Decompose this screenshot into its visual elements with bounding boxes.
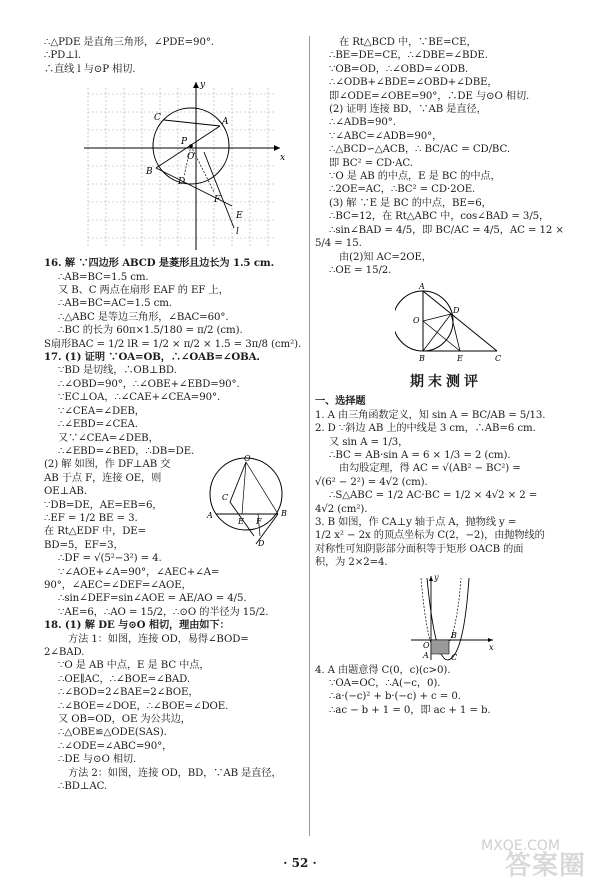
fig1-label-y: y	[200, 80, 206, 91]
text-line: 又∵∠CEA=∠DEB，	[58, 432, 159, 444]
text-line: (3) 解 ∵E 是 BC 的中点，BE=6，	[329, 197, 492, 209]
left-column	[44, 36, 302, 793]
parabola-figure	[407, 572, 497, 662]
fig4-label-x: x	[489, 642, 494, 652]
text-line: ∴△PDE 是直角三角形，∠PDE=90°.	[44, 37, 214, 48]
text-line: 90°，∠AEC=∠DEF=∠AOE，	[44, 579, 192, 591]
circle-triangle-figure	[395, 281, 507, 365]
fig1-label-l: l	[236, 227, 239, 238]
fig1-label-D: D	[178, 177, 186, 188]
left-lines-a	[44, 36, 302, 76]
fig4-label-A: A	[423, 650, 429, 660]
text-line: 由勾股定理，得 AC = √(AB² − BC²) =	[339, 463, 521, 475]
text-line: S扇形BAC = 1/2 lR = 1/2 × π/2 × 1.5 = 3π/8 (cm²).	[44, 338, 302, 350]
fig3-label-E: E	[457, 354, 463, 364]
text-line: ∴BC = AB·sin A = 6 × 1/3 = 2 (cm).	[329, 449, 511, 461]
text-line: ∵O 是 AB 中点，E 是 BC 中点，	[58, 660, 210, 672]
text-line: √(6² − 2²) = 4√2 (cm).	[315, 476, 428, 488]
page-number: · 52 ·	[283, 856, 317, 870]
text-line: 4√2 (cm²).	[315, 503, 368, 515]
text-line: ∴△OBE≌△ODE(SAS).	[58, 727, 167, 739]
fig4-label-B: B	[451, 630, 457, 640]
text-line: ∵∠ABC=∠ADB=90°，	[329, 130, 443, 142]
text-line: ∴△BCD∽△ACB，∴ BC/AC = CD/BC.	[329, 144, 510, 156]
fig3-label-B: B	[419, 354, 425, 364]
fig4-label-C: C	[451, 652, 458, 662]
watermark-sub: MXQE.COM	[481, 838, 560, 854]
fig4-label-y: y	[434, 572, 439, 582]
text-line: ∴OE∥AC，∴∠BOE=∠BAD.	[58, 673, 190, 685]
text-line: ∴∠OBD=90°，∴∠OBE+∠EBD=90°.	[58, 378, 240, 390]
right-column	[315, 36, 577, 717]
text-line: 又 sin A = 1/3，	[329, 436, 409, 448]
fig2-label-E: E	[238, 517, 244, 527]
text-line: ∴PD⊥l.	[44, 50, 81, 62]
text-line: ∴∠EBD=∠BED，∴DB=DE.	[58, 445, 195, 457]
fig3-label-D: D	[453, 306, 460, 316]
text-line: ∴AB=BC=AC=1.5 cm.	[58, 298, 172, 310]
text-line: ∴BC 的长为 60π×1.5/180 = π/2 (cm).	[58, 325, 243, 337]
fig2-label-C: C	[222, 493, 229, 503]
fig4-label-O: O	[423, 640, 430, 650]
text-line: ∴BD⊥AC.	[58, 781, 108, 793]
text-line: 16. 解 ∵四边形 ABCD 是菱形且边长为 1.5 cm.	[44, 257, 275, 270]
text-line: 由(2)知 AC=2OE，	[339, 251, 432, 263]
fig2-label-B: B	[281, 509, 287, 519]
text-line: ∵∠CEA=∠DEB，	[58, 405, 145, 417]
text-line: ∴△ABC 是等边三角形，∠BAC=60°.	[58, 311, 229, 323]
text-line: BD=5，EF=3，	[44, 539, 124, 551]
fig2-label-F: F	[256, 517, 262, 527]
fig1-label-B: B	[146, 167, 153, 178]
text-line: 2. D ∵斜边 AB 上的中线是 3 cm，∴AB=6 cm.	[315, 423, 536, 435]
text-line: ∵O 是 AB 的中点，E 是 BC 的中点，	[329, 171, 501, 183]
text-line: ∴∠ODB+∠BDE=∠OBD+∠DBE，	[329, 77, 498, 89]
text-line: ∴sin∠DEF=sin∠AOE = AE/AO = 4/5.	[58, 593, 247, 605]
text-line: ∴S△ABC = 1/2 AC·BC = 1/2 × 4√2 × 2 =	[329, 490, 538, 502]
text-line: 1/2 x² − 2x 的顶点坐标为 C(2，−2)，由抛物线的	[315, 530, 545, 542]
text-line: 18. (1) 解 DE 与⊙O 相切，理由如下：	[44, 619, 230, 632]
text-line: ∴BC=12，在 Rt△ABC 中，cos∠BAD = 3/5，	[329, 211, 550, 223]
text-line: 在 Rt△EDF 中，DE=	[44, 526, 147, 538]
text-line: ∴AB=BC=1.5 cm.	[58, 271, 149, 283]
text-line: 在 Rt△BCD 中，∵BE=CE，	[339, 37, 477, 48]
text-line: 1. A 由三角函数定义，知 sin A = BC/AB = 5/13.	[315, 409, 546, 421]
circle-tangent-figure	[194, 452, 298, 550]
text-line: 对称性可知阴影部分面积等于矩形 OACB 的面	[315, 543, 524, 555]
fig1-label-F: F	[214, 195, 221, 206]
left-lines-b	[44, 257, 302, 458]
fig1-label-x: x	[280, 153, 286, 164]
right-lines-a	[315, 36, 577, 277]
text-line: 方法 1：如图，连接 OD，易得∠BOD=	[68, 633, 249, 645]
text-line: 积，为 2×2=4.	[315, 557, 388, 569]
text-line: ∴BE=DE=CE，∴∠DBE=∠BDE.	[329, 50, 488, 62]
text-line: (2) 证明 连接 BD，∵AB 是直径，	[329, 104, 487, 116]
text-line: 即∠ODE=∠OBE=90°，∴DE 与⊙O 相切.	[329, 90, 530, 102]
fig1-label-E: E	[236, 211, 243, 222]
left-lines-d	[44, 552, 302, 793]
fig3-label-C: C	[495, 354, 502, 364]
text-line: ∴∠BOE=∠DOE，∴∠BOE=∠DOE.	[58, 700, 229, 712]
text-line: 一、选择题	[315, 395, 366, 408]
text-line: 17. (1) 证明 ∵OA=OB，∴∠OAB=∠OBA.	[44, 351, 260, 364]
text-line: ∴OE = 15/2.	[329, 264, 392, 276]
text-line: ∴直线 l 与⊙P 相切.	[44, 63, 136, 75]
text-line: ∴∠ADB=90°.	[329, 117, 396, 129]
text-line: ∵∠AOE+∠A=90°，∠AEC+∠A=	[58, 566, 220, 578]
column-divider	[309, 36, 310, 836]
text-line: ∵EC⊥OA，∴∠CAE+∠CEA=90°.	[58, 392, 221, 404]
fig3-label-O: O	[413, 316, 420, 326]
fig2-label-A: A	[207, 511, 213, 521]
text-line: 方法 2：如图，连接 OD，BD，∵AB 是直径，	[68, 767, 282, 779]
fig1-label-O: O	[187, 152, 195, 163]
text-line: 2∠BAD.	[44, 647, 85, 658]
text-line: 4. A 由题意得 C(0，c)(c>0).	[315, 664, 451, 676]
right-lines-c	[315, 664, 577, 718]
text-line: ∴EF = 1/2 BE = 3.	[44, 512, 138, 524]
fig3-label-A: A	[419, 282, 425, 292]
text-line: 3. B 如图，作 CA⊥y 轴于点 A，抛物线 y =	[315, 516, 517, 528]
text-line: 即 BC² = CD·AC.	[329, 157, 413, 169]
text-line: ∴DE 与⊙O 相切.	[58, 754, 137, 766]
right-lines-b	[315, 395, 577, 569]
text-line: 又 OB=OD，OE 为公共边，	[58, 714, 191, 726]
text-line: ∵AE=6，∴AO = 15/2，∴⊙O 的半径为 15/2.	[58, 606, 269, 618]
fig1-label-A: A	[222, 117, 229, 128]
text-line: ∴DF = √(5²−3²) = 4.	[58, 553, 162, 565]
text-line: AB 于点 F，连接 OE，则	[44, 472, 162, 484]
text-line: ∴ac − b + 1 = 0，即 ac + 1 = b.	[329, 704, 491, 716]
watermark-logo: 答案圈	[504, 851, 586, 881]
text-line: 5/4 = 15.	[315, 238, 362, 250]
text-line: ∵OB=OD，∴∠OBD=∠ODB.	[329, 63, 469, 75]
fig1-label-P: P	[181, 137, 188, 148]
text-line: ∵DB=DE，AE=EB=6，	[44, 499, 163, 511]
text-line: (2) 解 如图，作 DF⊥AB 交	[44, 459, 171, 471]
coordinate-grid-figure	[74, 78, 304, 253]
text-line: 又 B、C 两点在扇形 EAF 的 EF 上，	[58, 285, 229, 297]
text-line: ∴sin∠BAD = 4/5，即 BC/AC = 4/5，AC = 12 ×	[329, 224, 564, 236]
fig2-label-D: D	[258, 539, 265, 549]
text-line: OE⊥AB.	[44, 486, 87, 498]
fig1-label-C: C	[154, 113, 161, 124]
text-line: ∵BD 是切线，∴OB⊥BD.	[58, 365, 177, 377]
text-line: ∴a·(−c)² + b·(−c) + c = 0.	[329, 691, 461, 703]
text-line: ∵OA=OC，∴A(−c，0).	[329, 678, 441, 689]
section-title: 期末测评	[410, 374, 482, 391]
fig2-label-O: O	[244, 454, 251, 464]
text-line: ∴∠BOD=2∠BAE=2∠BOE，	[58, 687, 199, 699]
text-line: ∴2OE=AC，∴BC² = CD·2OE.	[329, 184, 476, 196]
text-line: ∴∠EBD=∠CEA.	[58, 419, 138, 431]
text-line: ∴∠ODE=∠ABC=90°，	[58, 740, 173, 752]
